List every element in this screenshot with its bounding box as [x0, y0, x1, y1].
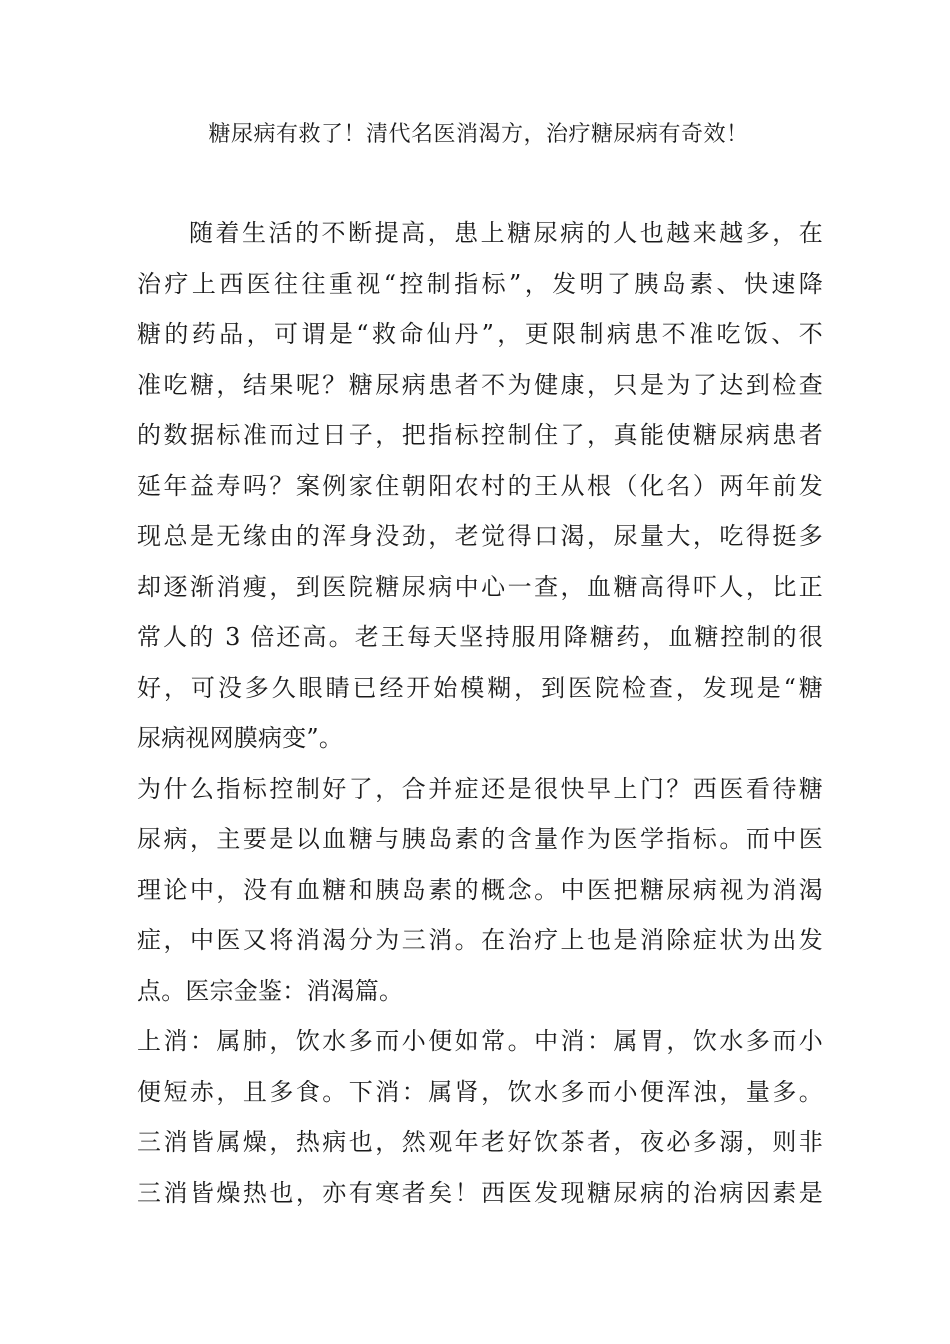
text-line: 症，中医又将消渴分为三消。在治疗上也是消除症状为出发	[137, 926, 823, 954]
text-line: 糖的药品，可谓是“救命仙丹”，更限制病患不准吃饭、不	[137, 320, 823, 348]
text-line: 却逐渐消瘦，到医院糖尿病中心一查，血糖高得吓人，比正	[137, 572, 823, 601]
text-line: 准吃糖，结果呢？糖尿病患者不为健康，只是为了达到检查	[137, 370, 823, 399]
text-line: 随着生活的不断提高，患上糖尿病的人也越来越多，在	[189, 219, 823, 247]
text-line: 为什么指标控制好了，合并症还是很快早上门？西医看待糖	[137, 774, 823, 803]
text-line: 尿病视网膜病变”。	[137, 724, 344, 752]
text-line: 上消：属肺，饮水多而小便如常。中消：属胃，饮水多而小	[137, 1027, 823, 1055]
text-line: 的数据标准而过日子，把指标控制住了，真能使糖尿病患者	[137, 421, 823, 449]
document-title: 糖尿病有救了！清代名医消渴方，治疗糖尿病有奇效！	[208, 122, 749, 147]
text-line: 三消皆燥热也，亦有寒者矣！西医发现糖尿病的治病因素是	[137, 1178, 823, 1207]
document-body	[137, 208, 823, 1218]
text-line: 现总是无缘由的浑身没劲，老觉得口渴，尿量大，吃得挺多	[137, 522, 823, 550]
text-line: 尿病，主要是以血糖与胰岛素的含量作为医学指标。而中医	[137, 825, 823, 853]
text-line: 延年益寿吗？案例家住朝阳农村的王从根（化名）两年前发	[137, 471, 823, 500]
text-line: 三消皆属燥，热病也，然观年老好饮茶者，夜必多溺，则非	[137, 1128, 823, 1156]
text-line: 治疗上西医往往重视“控制指标”，发明了胰岛素、快速降	[137, 269, 823, 298]
text-line: 便短赤，且多食。下消：属肾，饮水多而小便浑浊，量多。	[137, 1077, 823, 1106]
text-line: 点。医宗金鉴：消渴篇。	[137, 976, 404, 1005]
text-line: 理论中，没有血糖和胰岛素的概念。中医把糖尿病视为消渴	[137, 875, 823, 904]
text-line: 好，可没多久眼睛已经开始模糊，到医院检查，发现是“糖	[137, 673, 823, 702]
text-line: 常人的 3 倍还高。老王每天坚持服用降糖药，血糖控制的很	[137, 623, 823, 651]
